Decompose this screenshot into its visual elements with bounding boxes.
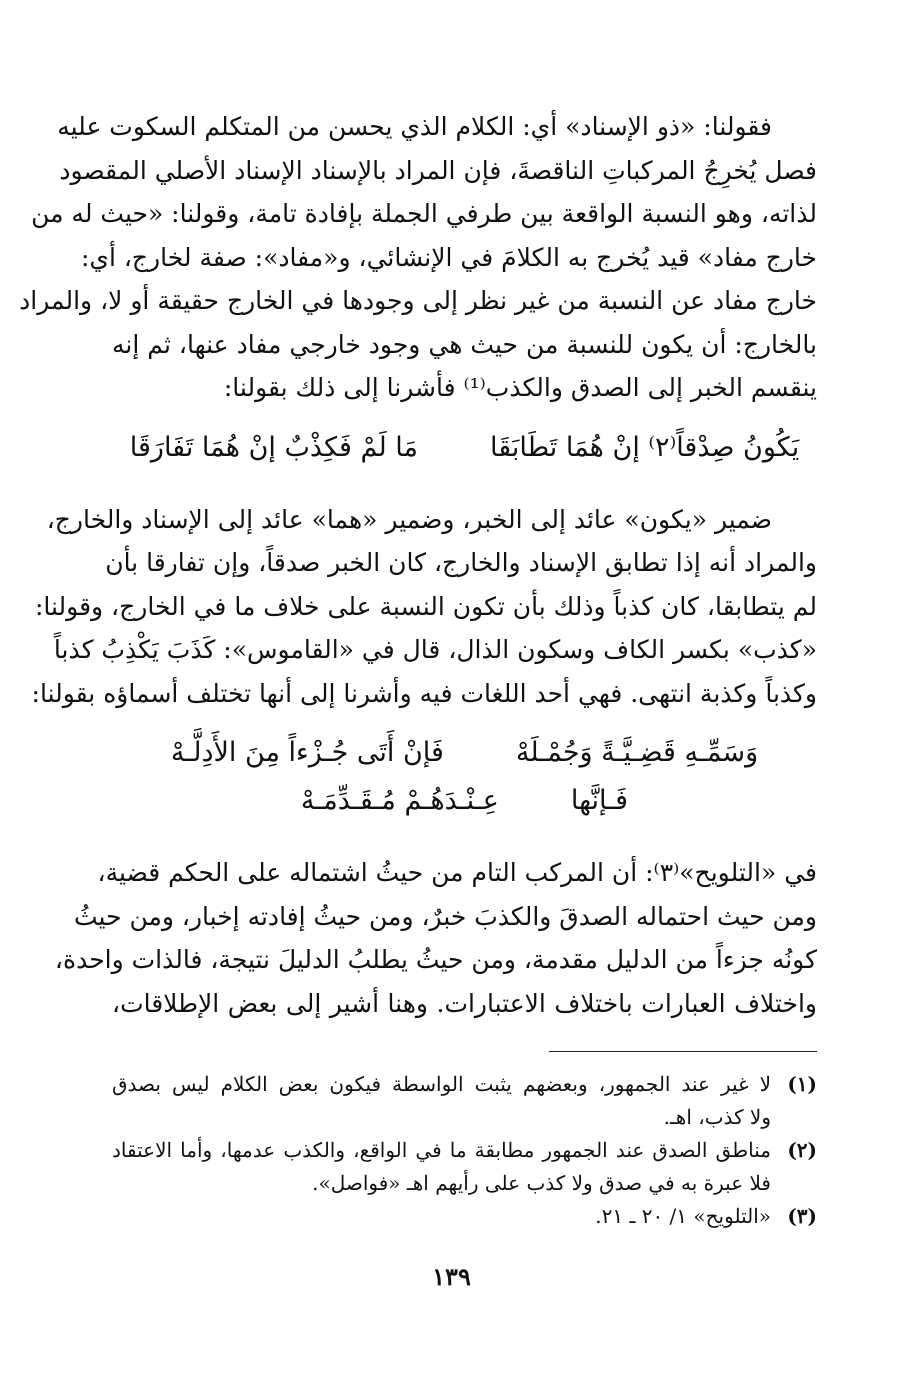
text-line: ومن حيث احتماله الصدقَ والكذبَ خبرٌ، ومن حيثُ إفادته إخبار، ومن حيثُ — [73, 901, 817, 931]
text-line: والمراد أنه إذا تطابق الإسناد والخارج، كان الخبر صدقاً، وإن تفارقا بأن — [105, 548, 817, 577]
verse-1 — [112, 424, 817, 472]
text-line: فقولنا: «ذو الإسناد» أي: الكلام الذي يحسن من المتكلم السكوت عليه — [57, 112, 772, 141]
verse-line-2-right: فَـإنَّها — [570, 785, 629, 816]
verse-line-1-right: وَسَمِّـهِ قَضِـيَّـةً وَجُمْـلَهْ — [515, 737, 759, 768]
verse-hemistich-right: يَكُونُ صِدْقاً⁽٢⁾ إنْ هُمَا تَطَابَقَا — [489, 431, 800, 463]
footnote-line: لا غير عند الجمهور، وبعضهم يثبت الواسطة فيكون بعض الكلام ليس بصدق — [112, 1072, 771, 1096]
footnote-line: فلا عبرة به في صدق ولا كذب على رأيهم اهـ «فواصل». — [312, 1171, 771, 1195]
text-line: ينقسم الخبر إلى الصدق والكذب⁽¹⁾ فأشرنا إلى ذلك بقولنا: — [223, 373, 817, 402]
text-line: «كذب» بكسر الكاف وسكون الذال، قال في «القاموس»: كَذَبَ يَكْذِبُ كذباً — [53, 635, 817, 664]
footnotes — [112, 1068, 817, 1233]
verse-hemistich-left: مَا لَمْ فَكِذْبٌ إنْ هُمَا تَفَارَقَا — [129, 431, 418, 463]
text-line: لذاته، وهو النسبة الواقعة بين طرفي الجملة بإفادة تامة، وقولنا: «حيث له من — [31, 199, 817, 228]
page-body — [19, 105, 817, 1233]
text-line: بالخارج: أن يكون للنسبة من حيث هي وجود خارجي مفاد عنها، ثم إنه — [112, 329, 817, 359]
footnote-2 — [112, 1134, 817, 1200]
footnote-line: ولا كذب، اهـ. — [663, 1105, 771, 1129]
footnote-number: (١) — [787, 1072, 817, 1096]
text-line: واختلاف العبارات باختلاف الاعتبارات. وهنا أشير إلى بعض الإطلاقات، — [112, 988, 817, 1018]
text-line: لم يتطابقا، كان كذباً وذلك بأن تكون النسبة على خلاف ما في الخارج، وقولنا: — [34, 591, 817, 621]
footnote-number: (٢) — [787, 1138, 817, 1162]
footnote-1 — [112, 1068, 817, 1134]
text-line: كونُه جزءاً من الدليل مقدمة، ومن حيثُ يطلبُ الدليلَ نتيجة، فالذات واحدة، — [54, 945, 817, 974]
paragraph-1 — [19, 105, 817, 410]
footnote-divider — [549, 1051, 817, 1052]
verse-line-2-left: عِـنْـدَهُـمْ مُـقَـدِّمَـهْ — [300, 785, 499, 816]
text-line: خارج مفاد» قيد يُخرج به الكلامَ في الإنشائي، و«مفاد»: صفة لخارج، أي: — [80, 242, 817, 272]
paragraph-3 — [54, 851, 817, 1025]
text-line: فصل يُخرِجُ المركباتِ الناقصةَ، فإن المراد بالإسناد الإسناد الأصلي المقصود — [59, 155, 817, 185]
footnote-number: (٣) — [787, 1204, 817, 1228]
footnote-3 — [112, 1200, 817, 1233]
page-number: ١٣٩ — [432, 1262, 471, 1291]
verse-2 — [112, 729, 817, 825]
paragraph-2 — [31, 498, 817, 716]
footnote-line: «التلويح» ١/ ٢٠ ـ ٢١. — [595, 1204, 771, 1228]
verse-line-1-left: فَإنْ أَتَى جُـزْءاً مِنَ الأَدِلَّـهْ — [170, 737, 444, 768]
text-line: ضمير «يكون» عائد إلى الخبر، وضمير «هما» عائد إلى الإسناد والخارج، — [46, 504, 772, 534]
text-line: وكذباً وكذبة انتهى. فهي أحد اللغات فيه وأشرنا إلى أنها تختلف أسماؤه بقولنا: — [31, 678, 817, 708]
text-line: في «التلويح»⁽٣⁾: أن المركب التام من حيثُ اشتماله على الحكم قضية، — [97, 858, 817, 887]
footnote-line: مناطق الصدق عند الجمهور مطابقة ما في الواقع، والكذب عدمها، وأما الاعتقاد — [112, 1138, 771, 1162]
text-line: خارج مفاد عن النسبة من غير نظر إلى وجودها في الخارج حقيقة أو لا، والمراد — [19, 286, 817, 315]
